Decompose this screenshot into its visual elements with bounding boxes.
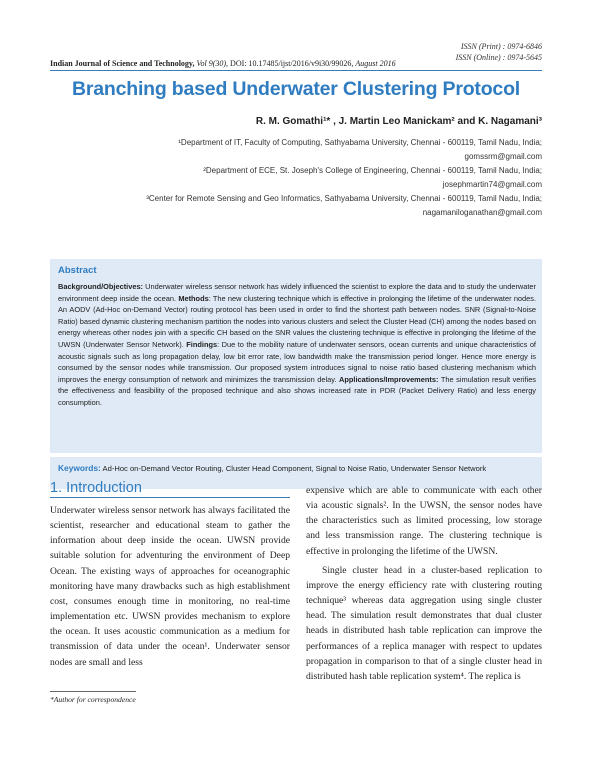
footnote: *Author for correspondence [50, 695, 136, 704]
affiliation-1-email: gomssrm@gmail.com [464, 152, 542, 161]
journal-doi: DOI: 10.17485/ijst/2016/v9i30/99026, [230, 59, 354, 68]
left-column [50, 503, 290, 670]
affiliation-3: ³Center for Remote Sensing and Geo Informatics, Sathyabama University, Chennai - 600119, Tamil Nadu, India; [146, 194, 542, 203]
header-rule [50, 70, 542, 71]
author-list: R. M. Gomathi¹* , J. Martin Leo Manickam² and K. Nagamani³ [255, 116, 542, 127]
abstract-body [58, 281, 536, 409]
journal-date: August 2016 [355, 59, 396, 68]
intro-paragraph-1: Underwater wireless sensor network has always facilitated the scientist, researcher and educational steam to gather the information about deep inside the ocean. UWSN provide suitable solution for adventuring the environment of Deep Ocean. The existing ways of approaches for oceanographic monitoring have many drawbacks such as high establishment cost, consumes enough time in monitoring, no real-time implementation etc. UWSN provides mechanism to explore the ocean. It uses acoustic communication as a medium for transmission of data under the ocean¹. Underwater sensor nodes are small and less [50, 505, 290, 668]
right-column [306, 483, 542, 684]
abstract-heading: Abstract [58, 265, 97, 276]
abstract-findings-text: : Due to the mobility nature of underwater sensors, ocean currents and unique characteristics of acoustic signals such as long propagation delay, low bit error rate, low bandwidth make the transmission period longer. Hence more energy is consumed by the sensor nodes while transmission. Our proposed system introduces signal to noise ratio based clustering mechanism which improves the energy consumption of network and minimizes the transmission delay. [58, 339, 536, 384]
affiliation-1: ¹Department of IT, Faculty of Computing, Sathyabama University, Chennai - 600119, Tamil Nadu, India; [178, 138, 542, 147]
keywords [58, 463, 536, 474]
section-rule [50, 497, 290, 498]
affiliation-2: ²Department of ECE, St. Joseph's College of Engineering, Chennai - 600119, Tamil Nadu, India; [203, 166, 542, 175]
abstract-findings-label: Findings [186, 339, 218, 349]
keywords-label: Keywords: [58, 463, 101, 473]
footnote-rule [50, 691, 136, 692]
journal-citation [50, 59, 396, 68]
abstract-bo-label: Background/Objectives: [58, 282, 144, 291]
issn-print: ISSN (Print) : 0974-6846 [460, 42, 542, 51]
abstract-applications-text: The simulation result verifies the effectiveness and feasibility of the proposed technique and also shows increased rate in PDR (Packet Delivery Ratio) and less energy consumption. [58, 374, 536, 407]
affiliation-3-email: nagamaniloganathan@gmail.com [422, 208, 542, 217]
journal-name: Indian Journal of Science and Technology, [50, 59, 195, 68]
abstract-applications-label: Applications/Improvements: [339, 374, 439, 384]
paper-title: Branching based Underwater Clustering Protocol [71, 78, 521, 100]
intro-paragraph-3: Single cluster head in a cluster-based replication to improve the energy efficiency rate with clustering routing technique³ whereas data aggregation using single cluster head. The simulation result demonstrates that dual cluster heads in distributed hash table replication can improve the performances of a replica manager with respect to updates propagation in comparison to that of a single cluster head in distributed hash table replication system⁴. The replica is [306, 564, 542, 682]
abstract-methods-text: : The new clustering technique which is effective in prolonging the lifetime of the underwater nodes. An AODV (Ad-Hoc on-Demand Vector) routing protocol has been used in order to find the shortest path between nodes. SNR (Signal-to-Noise Ratio) based dynamic clustering mechanism partition the nodes into various clusters and select the Cluster Head (CH) among the nodes based on energy whereas other nodes join with a specific CH based on the SNR values the clustering technique is effective in prolonging the lifetime of the UWSN (Underwater Sensor Network). [58, 293, 537, 349]
issn-online: ISSN (Online) : 0974-5645 [455, 53, 542, 62]
abstract-bo-text: Underwater wireless sensor network has widely influenced the scientist to explore the data and to study the underwater environment deep inside the ocean. [58, 282, 536, 303]
section-heading-introduction: 1. Introduction [50, 480, 142, 496]
keywords-text: Ad-Hoc on-Demand Vector Routing, Cluster Head Component, Signal to Noise Ratio, Underwater Sensor Network [102, 464, 487, 473]
abstract-methods-label: Methods [178, 293, 209, 303]
affiliation-2-email: josephmartin74@gmail.com [442, 180, 542, 189]
intro-paragraph-2: expensive which are able to communicate with each other via acoustic signals². In the UWSN, the sensor nodes have the characteristics such as limited processing, low storage and less transmission range. The clustering technique is effective in prolonging the lifetime of the UWSN. [306, 485, 542, 557]
journal-volume: Vol 9(30), [196, 59, 229, 68]
